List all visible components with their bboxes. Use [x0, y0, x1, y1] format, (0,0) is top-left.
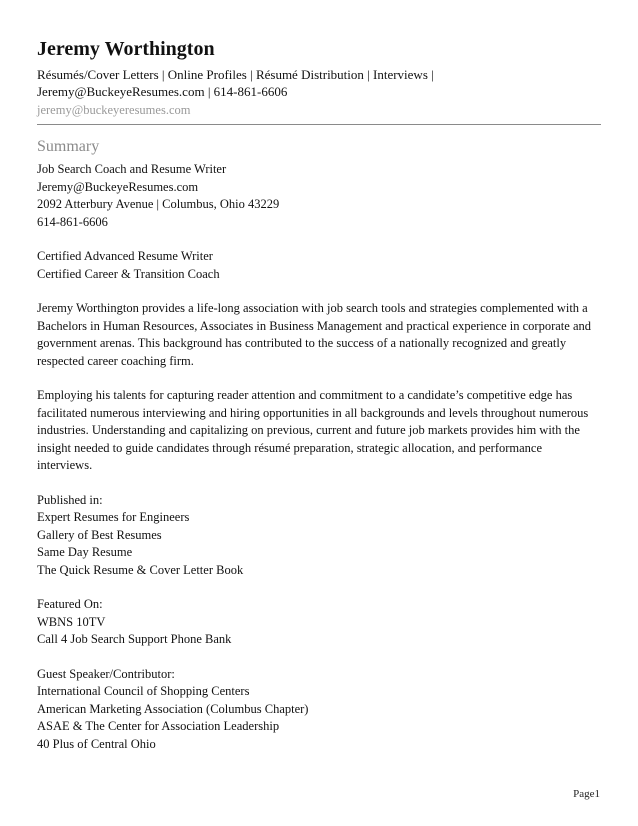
contact-block: [37, 161, 601, 231]
paragraph-line: interviews.: [37, 458, 93, 472]
header-divider: [37, 124, 601, 125]
paragraph-line: Employing his talents for capturing reader attention and commitment to a candidate’s competitive edge has: [37, 388, 573, 402]
email-link[interactable]: jeremy@buckeyeresumes.com: [37, 103, 191, 117]
speaker-item: ASAE & The Center for Association Leadership: [37, 719, 280, 733]
featured-heading: Featured On:: [37, 597, 103, 611]
published-heading: Published in:: [37, 492, 103, 507]
featured-list: [37, 596, 601, 649]
bio-paragraph-1: [37, 300, 601, 370]
certification-line: Certified Career & Transition Coach: [37, 266, 220, 281]
certifications-block: [37, 248, 601, 283]
page-number: Page1: [573, 788, 600, 800]
speaker-item: International Council of Shopping Centers: [37, 684, 250, 698]
published-item: Gallery of Best Resumes: [37, 527, 162, 542]
speaker-heading: Guest Speaker/Contributor:: [37, 666, 175, 681]
paragraph-line: Bachelors in Human Resources, Associates in Business Management and practical experience in corporate and: [37, 318, 591, 333]
paragraph-line: government arenas. This background has contributed to the success of a nationally recognized and greatly: [37, 336, 567, 350]
tagline-line-1: Résumés/Cover Letters | Online Profiles | Résumé Distribution | Interviews |: [37, 67, 434, 82]
paragraph-line: facilitated numerous interviewing and hiring opportunities in all backgrounds and levels throughout numerous: [37, 405, 589, 420]
resume-name: Jeremy Worthington: [37, 38, 215, 60]
published-item: The Quick Resume & Cover Letter Book: [37, 562, 244, 577]
paragraph-line: industries. Understanding and capitalizing on previous, current and future job markets provides him with the: [37, 423, 580, 437]
featured-item: WBNS 10TV: [37, 614, 106, 629]
speaker-item: American Marketing Association (Columbus Chapter): [37, 701, 309, 716]
tagline-line-2: Jeremy@BuckeyeResumes.com | 614-861-6606: [37, 84, 288, 99]
contact-line: 2092 Atterbury Avenue | Columbus, Ohio 43229: [37, 197, 280, 211]
contact-line: Job Search Coach and Resume Writer: [37, 162, 227, 176]
speaker-item: 40 Plus of Central Ohio: [37, 736, 156, 751]
paragraph-line: respected career coaching firm.: [37, 353, 194, 368]
published-list: [37, 492, 601, 580]
featured-item: Call 4 Job Search Support Phone Bank: [37, 632, 232, 646]
contact-line: 614-861-6606: [37, 214, 108, 229]
bio-paragraph-2: [37, 387, 601, 475]
speaker-list: [37, 666, 601, 754]
published-item: Same Day Resume: [37, 545, 133, 559]
certification-line: Certified Advanced Resume Writer: [37, 249, 213, 263]
tagline: [37, 66, 601, 100]
contact-line: Jeremy@BuckeyeResumes.com: [37, 179, 199, 194]
resume-page: [37, 36, 601, 770]
published-item: Expert Resumes for Engineers: [37, 510, 190, 524]
summary-heading: Summary: [37, 138, 100, 155]
paragraph-line: insight needed to guide candidates through résumé preparation, strategic allocation, and performance: [37, 440, 543, 455]
paragraph-line: Jeremy Worthington provides a life-long association with job search tools and strategies complemented with a: [37, 301, 588, 315]
